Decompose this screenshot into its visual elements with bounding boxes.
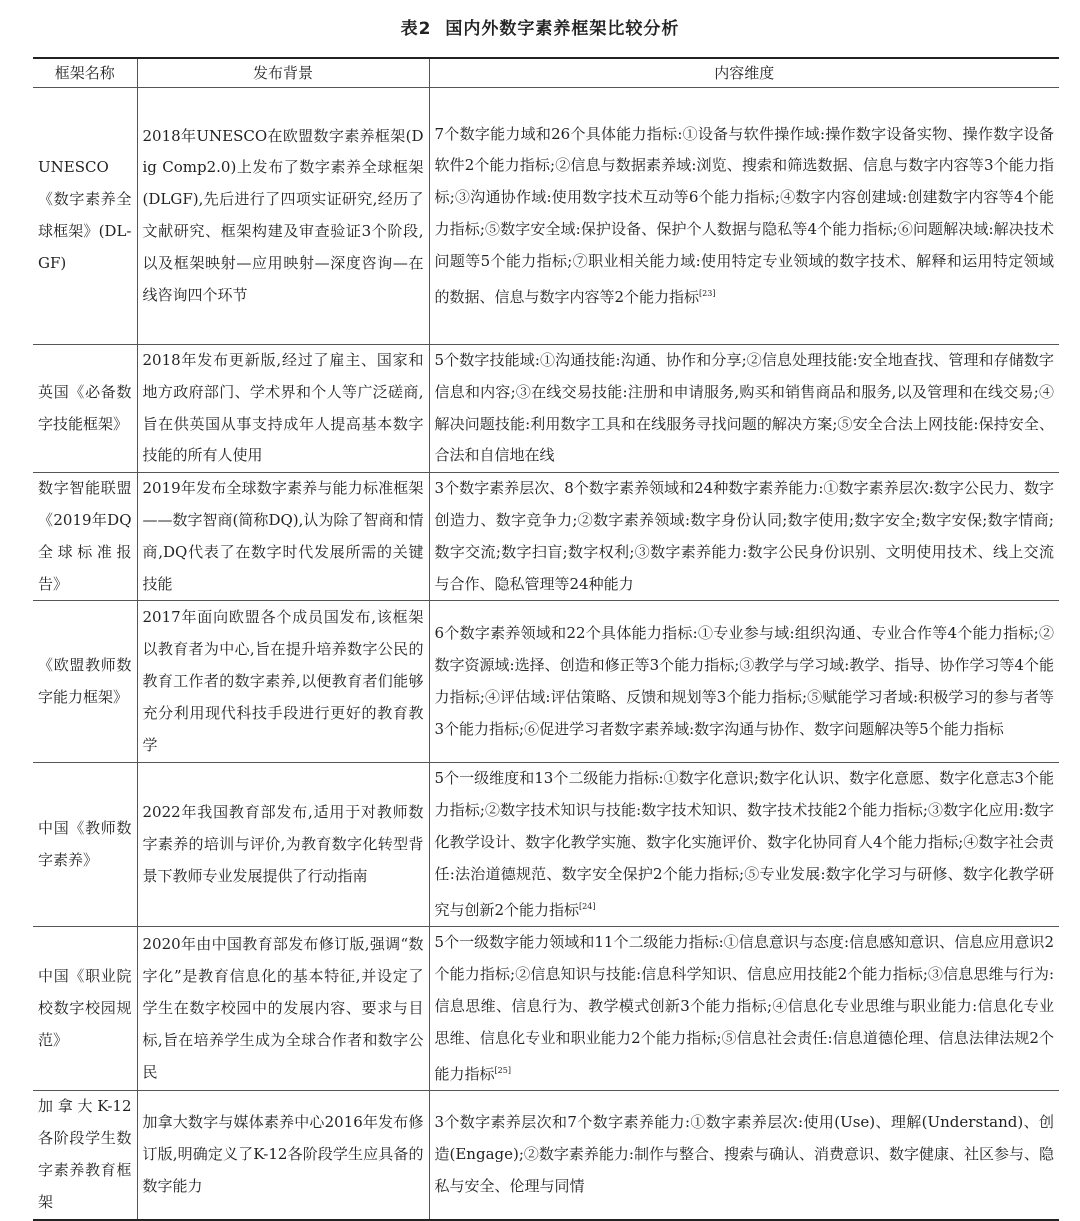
release-background: 2022年我国教育部发布,适用于对教师数字素养的培训与评价,为教育数字化转型背景下教师专业发展提供了行动指南 (137, 763, 429, 927)
content-dimensions (429, 601, 1059, 763)
table-caption (0, 14, 1080, 39)
content-dimensions (429, 473, 1059, 601)
content-text: 5个一级数字能力领域和11个二级能力指标:①信息意识与态度:信息感知意识、信息应用意识2个能力指标;②信息知识与技能:信息科学知识、信息应用技能2个能力指标;③信息思维与行为:信息思维、信息行为、教学模式创新3个能力指标;④信息化专业思维与职业能力:信息化专业思维、信息化专业和职业能力2个能力指标;⑤信息社会责任:信息道德伦理、信息法律法规2个能力指标 (434, 933, 1054, 1083)
content-text: 6个数字素养领域和22个具体能力指标:①专业参与域:组织沟通、专业合作等4个能力指标;②数字资源域:选择、创造和修正等3个能力指标;③教学与学习域:教学、指导、协作学习等4个能力指标;④评估域:评估策略、反馈和规划等3个能力指标;⑤赋能学习者域:积极学习的参与者等3个能力指标;⑥促进学习者数字素养域:数字沟通与协作、数字问题解决等5个能力指标 (434, 624, 1054, 738)
content-text: 5个一级维度和13个二级能力指标:①数字化意识;数字化认识、数字化意愿、数字化意志3个能力指标;②数字技术知识与技能:数字技术知识、数字技术技能2个能力指标;③数字化应用:数字化教学设计、数字化教学实施、数字化实施评价、数字化协同育人4个能力指标;④数字社会责任:法治道德规范、数字安全保护2个能力指标;⑤专业发展:数字化学习与研修、数字化教学研究与创新2个能力指标 (434, 769, 1054, 919)
content-text: 7个数字能力域和26个具体能力指标:①设备与软件操作域:操作数字设备实物、操作数字设备软件2个能力指标;②信息与数据素养域:浏览、搜索和筛选数据、信息与数字内容等3个能力指标;③沟通协作域:使用数字技术互动等6个能力指标;④数字内容创建域:创建数字内容等4个能力指标;⑤数字安全域:保护设备、保护个人数据与隐私等4个能力指标;⑥问题解决域:解决技术问题等5个能力指标;⑦职业相关能力域:使用特定专业领域的数字技术、解释和运用特定领域的数据、信息与数字内容等2个能力指标 (434, 124, 1054, 306)
citation-ref: [24] (579, 901, 596, 911)
content-dimensions (429, 1091, 1059, 1220)
release-background: 2018年发布更新版,经过了雇主、国家和地方政府部门、学术界和个人等广泛磋商,旨在供英国从事支持成年人提高基本数字技能的所有人使用 (137, 345, 429, 473)
framework-name: 数字智能联盟《2019年DQ全球标准报告》 (33, 473, 137, 601)
citation-ref: [25] (494, 1065, 511, 1075)
table-row (33, 473, 1059, 601)
content-text: 3个数字素养层次和7个数字素养能力:①数字素养层次:使用(Use)、理解(Understand)、创造(Engage);②数字素养能力:制作与整合、搜索与确认、消费意识、数字健康、社区参与、隐私与安全、伦理与同情 (434, 1113, 1054, 1195)
content-dimensions (429, 927, 1059, 1091)
column-header-name: 框架名称 (33, 58, 137, 88)
content-dimensions (429, 345, 1059, 473)
table-title: 国内外数字素养框架比较分析 (445, 19, 680, 39)
table-row (33, 601, 1059, 763)
column-header-content: 内容维度 (429, 58, 1059, 88)
table-row (33, 763, 1059, 927)
framework-name: 中国《教师数字素养》 (33, 763, 137, 927)
header-row (33, 58, 1059, 88)
table-row (33, 345, 1059, 473)
framework-name: 《欧盟教师数字能力框架》 (33, 601, 137, 763)
content-text: 5个数字技能域:①沟通技能:沟通、协作和分享;②信息处理技能:安全地查找、管理和存储数字信息和内容;③在线交易技能:注册和申请服务,购买和销售商品和服务,以及管理和在线交易;④解决问题技能:利用数字工具和在线服务寻找问题的解决方案;⑤安全合法上网技能:保持安全、合法和自信地在线 (434, 351, 1054, 465)
table-row (33, 88, 1059, 345)
table-row (33, 1091, 1059, 1220)
release-background: 2017年面向欧盟各个成员国发布,该框架以教育者为中心,旨在提升培养数字公民的教育工作者的数字素养,以便教育者们能够充分利用现代科技手段进行更好的教育教学 (137, 601, 429, 763)
framework-name: 英国《必备数字技能框架》 (33, 345, 137, 473)
release-background: 2018年UNESCO在欧盟数字素养框架(Dig Comp2.0)上发布了数字素养全球框架(DLGF),先后进行了四项实证研究,经历了文献研究、框架构建及审查验证3个阶段,以及框架映射—应用映射—深度咨询—在线咨询四个环节 (137, 88, 429, 345)
content-dimensions (429, 88, 1059, 345)
release-background: 加拿大数字与媒体素养中心2016年发布修订版,明确定义了K-12各阶段学生应具备的数字能力 (137, 1091, 429, 1220)
column-header-background: 发布背景 (137, 58, 429, 88)
table-row (33, 927, 1059, 1091)
citation-ref: [23] (699, 288, 716, 298)
content-text: 3个数字素养层次、8个数字素养领域和24种数字素养能力:①数字素养层次:数字公民力、数字创造力、数字竞争力;②数字素养领域:数字身份认同;数字使用;数字安全;数字安保;数字情商;数字交流;数字扫盲;数字权利;③数字素养能力:数字公民身份识别、文明使用技术、线上交流与合作、隐私管理等24种能力 (434, 479, 1054, 593)
comparison-table (33, 57, 1059, 1221)
framework-name: 中国《职业院校数字校园规范》 (33, 927, 137, 1091)
content-dimensions (429, 763, 1059, 927)
release-background: 2019年发布全球数字素养与能力标准框架——数字智商(简称DQ),认为除了智商和情商,DQ代表了在数字时代发展所需的关键技能 (137, 473, 429, 601)
release-background: 2020年由中国教育部发布修订版,强调“数字化”是教育信息化的基本特征,并设定了学生在数字校园中的发展内容、要求与目标,旨在培养学生成为全球合作者和数字公民 (137, 927, 429, 1091)
table-number: 表2 (400, 19, 432, 39)
framework-name: UNESCO《数字素养全球框架》(DL-GF) (33, 88, 137, 345)
framework-name: 加拿大K-12各阶段学生数字素养教育框架 (33, 1091, 137, 1220)
